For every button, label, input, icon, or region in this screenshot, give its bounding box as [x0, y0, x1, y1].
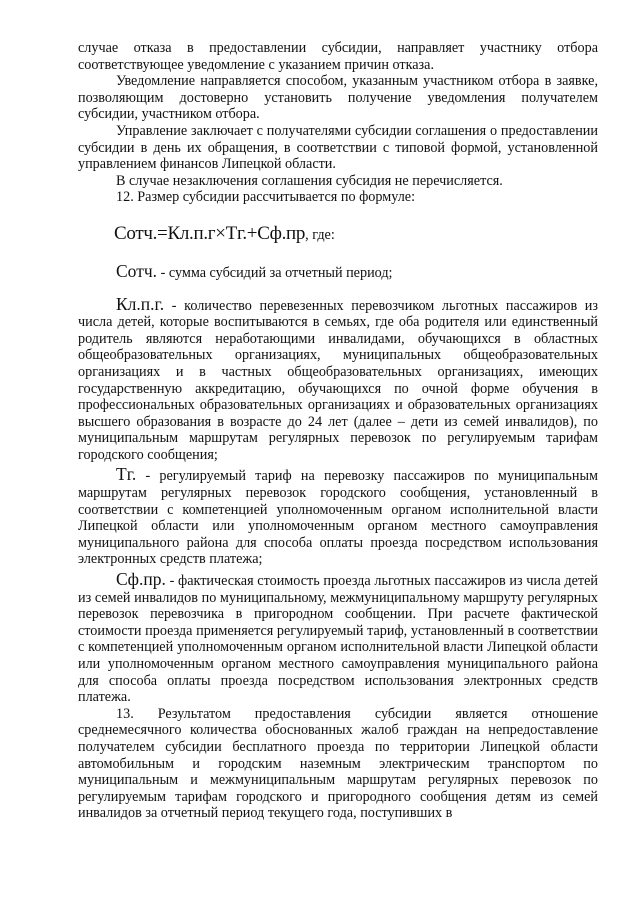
paragraph-13-result: 13. Результатом предоставления субсидии является отношение среднемесячного количества обоснованных жалоб граждан на непредоставление получателем субсидии бесплатного проезда по территории Липецкой области автомобильным и городским наземным электрическим транспортом по муниципальным и межмуниципальным маршрутам регулярных перевозок по регулируемым тарифам городского и пригородного сообщения детям из семей инвалидов за отчетный период текущего года, поступивших в — [78, 705, 598, 822]
definition-sfpr-text: - фактическая стоимость проезда льготных пассажиров из числа детей из семей инвалидов по муниципальному, межмуниципальному маршруту регулярных перевозок перевозчика в пригородном сообщении. При расчете фактической стоимости проезда применяется регулируемый тариф, установленный в соответствии с компетенцией уполномоченным органом исполнительной власти Липецкой области или уполномоченным органом местного самоуправления муниципального района для способа оплаты проезда посредством использования электронных средств платежа. — [78, 573, 598, 706]
definition-sotch — [78, 260, 598, 282]
formula-expression: Сотч.=Кл.п.г×Тг.+Сф.пр — [114, 222, 306, 244]
paragraph-no-agreement: В случае незаключения соглашения субсидия не перечисляется. — [116, 172, 503, 189]
subsidy-formula — [114, 223, 598, 246]
symbol-sfpr: Сф.пр. — [116, 569, 166, 590]
definition-sotch-text: - сумма субсидий за отчетный период; — [157, 264, 393, 281]
definition-klpg-text: - количество перевезенных перевозчиком льготных пассажиров из числа детей, которые воспитываются в семьях, где оба родителя или единственный родитель являются неработающими инвалидами, обучающихся в областных общеобразовательных организациях, муниципальных общеобразовательных организациях и в частных общеобразовательных организациях, имеющих государственную аккредитацию, обучающихся по очной форме обучения в профессиональных образовательных организациях и образовательных организациях высшего образования в возрасте до 24 лет (далее – дети из семей инвалидов), по муниципальным маршрутам регулярных перевозок по регулируемым тарифам городского сообщения; — [78, 297, 598, 463]
paragraph-refusal-notice: случае отказа в предоставлении субсидии, направляет участнику отбора соответствующее уведомление с указанием причин отказа. — [78, 40, 598, 73]
definition-klpg — [78, 293, 598, 464]
definition-sfpr — [78, 571, 598, 706]
definition-tg-text: - регулируемый тариф на перевозку пассажиров по муниципальным маршрутам регулярных перевозок городского сообщения, установленный в соответствии с компетенцией уполномоченным органом исполнительной власти Липецкой области или уполномоченным органом местного самоуправления муниципального района для способа оплаты проезда посредством использования электронных средств платежа; — [78, 468, 598, 568]
symbol-tg: Тг. — [116, 464, 137, 485]
paragraph-12-heading: 12. Размер субсидии рассчитывается по формуле: — [116, 189, 416, 206]
symbol-sotch: Сотч. — [116, 260, 158, 281]
symbol-klpg: Кл.п.г. — [116, 293, 165, 314]
paragraph-agreement: Управление заключает с получателями субсидии соглашения о предоставлении субсидии в день их обращения, в соответствии с типовой формой, установленной управлением финансов Липецкой области. — [78, 122, 598, 173]
formula-suffix: , где: — [305, 226, 335, 243]
definition-tg — [78, 466, 598, 568]
paragraph-notification-method: Уведомление направляется способом, указанным участником отбора в заявке, позволяющим достоверно установить получение уведомления получателем субсидии, участником отбора. — [78, 73, 598, 123]
